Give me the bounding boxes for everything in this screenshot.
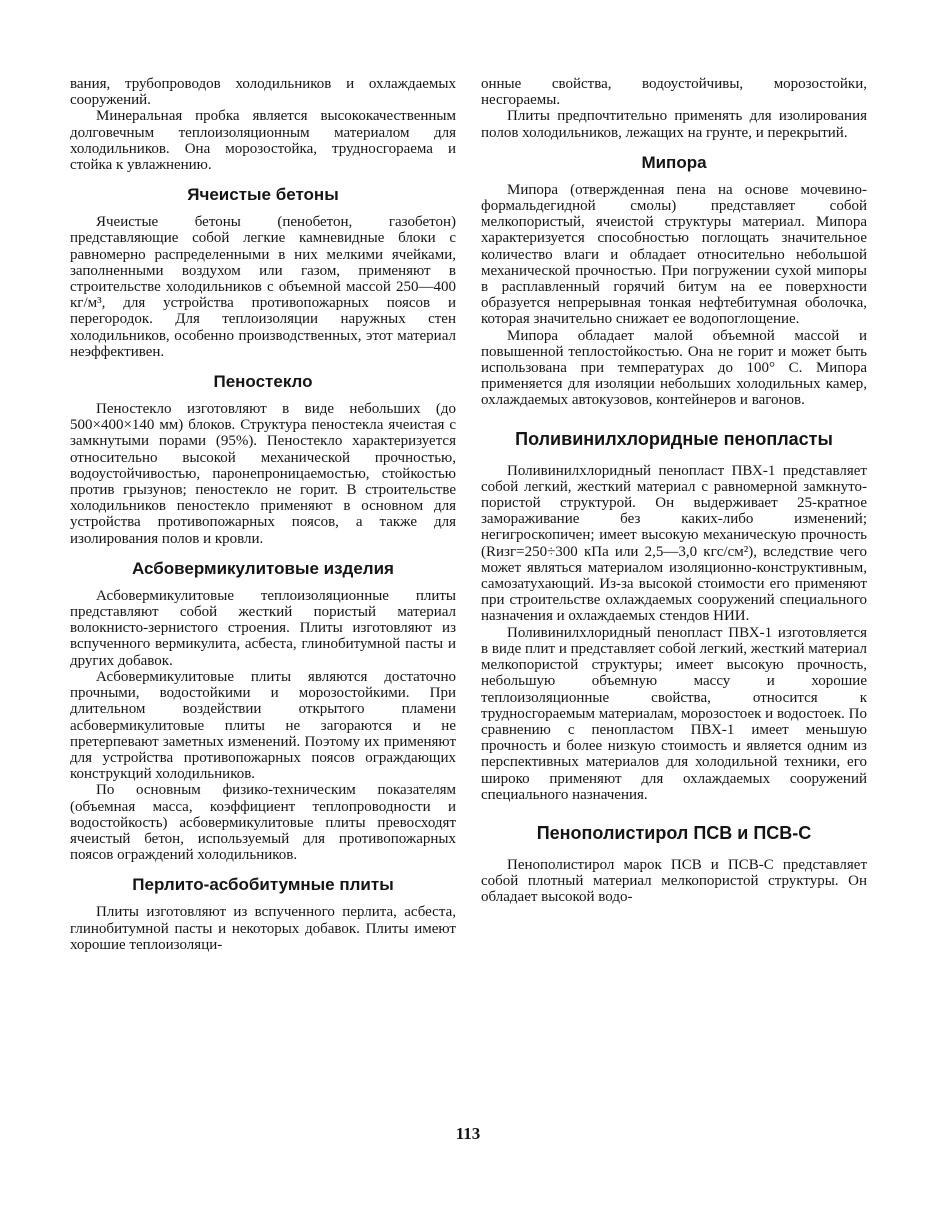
section-heading: Пеностекло <box>213 372 313 392</box>
section-heading: Перлито-асбобитумные плиты <box>132 875 394 895</box>
paragraph: Мипора (отвержденная пена на основе мочевино-формальдегидной смолы) представляет собой мелкопористый, ячеистой структуры материал. Мипора характеризуется способностью поглощать значительное количество влаги и обладает относительно небольшой механической прочностью. При погружении сухой мипоры в расплавленный горячий битум на ее поверхности образуется непрерывная тонкая нефтебитумная оболочка, которая значительно снижает ее водопоглощение. <box>481 181 867 328</box>
paragraph: Плиты изготовляют из вспученного перлита, асбеста, глинобитумной пасты и некоторых добавок. Плиты имеют хорошие теплоизоляци- <box>70 904 456 953</box>
paragraph: вания, трубопроводов холодильников и охлаждаемых сооружений. <box>70 76 456 109</box>
right-column <box>481 76 867 906</box>
paragraph: Асбовермикулитовые плиты являются достаточно прочными, водостойкими и морозостойкими. При длительном воздействии открытого пламени асбовермикулитовые плиты не загораются и не претерпевают заметных изменений. Поэтому их применяют для устройства противопожарных поясов ограждающих конструкций холодильников. <box>70 668 456 783</box>
paragraph: Пеностекло изготовляют в виде небольших (до 500×400×140 мм) блоков. Структура пеностекла ячеистая с замкнутыми порами (95%). Пеностекло характеризуется относительно высокой механической прочностью, водоустойчивостью, паронепроницаемостью, стойкостью против грызунов; пеностекло не горит. В строительстве холодильников пеностекло применяют в основном для устройства противопожарных поясов, а также для изолирования полов и кровли. <box>70 401 456 547</box>
paragraph: Ячеистые бетоны (пенобетон, газобетон) представляющие собой легкие камневидные блоки с равномерно распределенными в них мелкими ячейками, заполненными воздухом или газом, применяют в строительстве холодильников с объемной массой 250—400 кг/м³, для устройства противопожарных поясов и перегородок. Для теплоизоляции наружных стен холодильников, особенно производственных, этот материал неэффективен. <box>70 214 456 360</box>
page-number: 113 <box>455 1124 481 1143</box>
left-column <box>70 76 456 953</box>
section-heading: Ячеистые бетоны <box>187 185 339 205</box>
paragraph: Минеральная пробка является высококачественным долговечным теплоизоляционным материалом для холодильников. Она морозостойка, трудносгораема и стойка к увлажнению. <box>70 108 456 174</box>
section-heading: Пенополистирол ПСВ и ПСВ-С <box>536 822 812 843</box>
paragraph: Асбовермикулитовые теплоизоляционные плиты представляют собой жесткий пористый материал волокнисто-зернистого строения. Плиты изготовляют из вспученного вермикулита, асбеста, глинобитумной пасты и других добавок. <box>70 587 456 669</box>
section-heading: Поливинилхлоридные пенопласты <box>515 428 833 449</box>
paragraph: Пенополистирол марок ПСВ и ПСВ-С представляет собой плотный материал мелкопористой структуры. Он обладает высокой водо- <box>481 856 867 906</box>
section-heading: Асбовермикулитовые изделия <box>132 558 394 578</box>
paragraph: По основным физико-техническим показателям (объемная масса, коэффициент теплопроводности и водостойкость) асбовермикулитовые плиты превосходят ячеистый бетон, используемый для противопожарных поясов ограждений холодильников. <box>70 782 456 864</box>
section-heading: Мипора <box>641 152 707 172</box>
paragraph: Поливинилхлоридный пенопласт ПВХ-1 представляет собой легкий, жесткий материал с равномерной замкнуто-пористой структурой. Он выдерживает 25-кратное замораживание без каких-либо изменений; негигроскопичен; имеет высокую механическую прочность (Rизг=250÷300 кПа или 2,5—3,0 кгс/см²), вследствие чего может являться материалом изоляционно-конструктивным, самозатухающий. Из-за высокой стоимости его применяют при строительстве охлаждаемых сооружений специального назначения и охлаждаемых стендов НИИ. <box>481 462 867 625</box>
paragraph: Плиты предпочтительно применять для изолирования полов холодильников, лежащих на грунте, и перекрытий. <box>481 108 867 141</box>
paragraph: Поливинилхлоридный пенопласт ПВХ-1 изготовляется в виде плит и представляет собой легкий, жесткий материал мелкопористой структуры; имеет высокую прочность, небольшую объемную массу и хорошие теплоизоляционные свойства, относится к трудносгораемым материалам, морозостоек и водостоек. По сравнению с пенопластом ПВХ-1 имеет меньшую прочность и более низкую стоимость и является одним из перспективных материалов для холодильной техники, его широко применяют для охлаждаемых сооружений специального назначения. <box>481 624 867 803</box>
paragraph: онные свойства, водоустойчивы, морозостойки, несгораемы. <box>481 76 867 109</box>
paragraph: Мипора обладает малой объемной массой и повышенной теплостойкостью. Она не горит и может быть использована при температурах до 100° С. Мипора применяется для изоляции небольших холодильных камер, охлаждаемых автокузовов, контейнеров и вагонов. <box>481 327 867 409</box>
